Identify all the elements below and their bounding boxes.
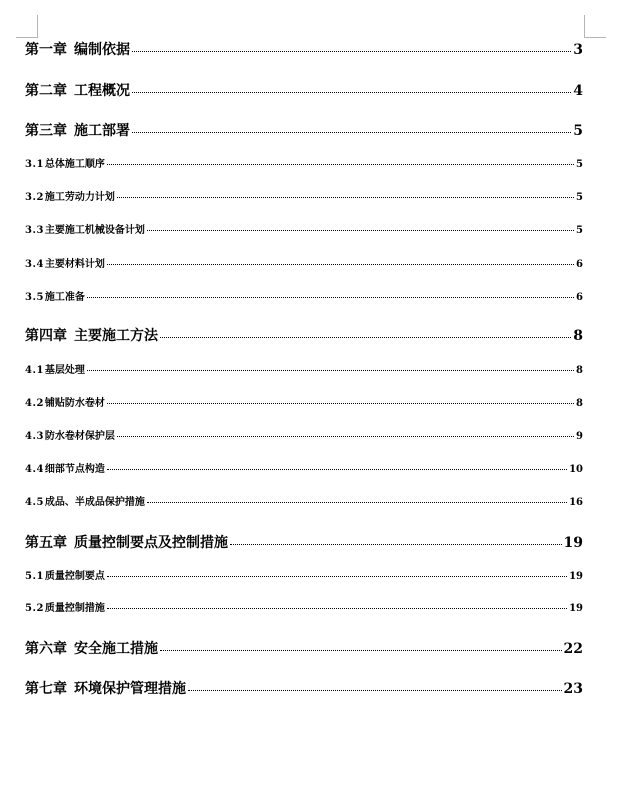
toc-entry-title: 基层处理 <box>44 365 85 376</box>
toc-entry-number: 第七章 <box>25 681 67 697</box>
dot-leader <box>87 370 574 371</box>
toc-entry-label <box>25 599 105 614</box>
toc-entry-page: 6 <box>576 292 583 303</box>
toc-entry-label <box>25 80 130 100</box>
toc-entry-title: 质量控制要点及控制措施 <box>74 535 228 551</box>
toc-section-3-1[interactable] <box>25 155 583 170</box>
toc-section-4-5[interactable] <box>25 493 583 508</box>
toc-entry-page: 8 <box>576 398 583 409</box>
toc-entry-title: 主要施工机械设备计划 <box>44 225 145 236</box>
toc-entry-number: 3.2 <box>25 192 44 203</box>
toc-entry-title: 质量控制要点 <box>44 571 105 582</box>
dot-leader <box>132 132 571 133</box>
toc-entry-number: 4.4 <box>25 464 44 475</box>
toc-entry-page: 19 <box>569 603 583 614</box>
toc-entry-number: 第三章 <box>25 123 67 139</box>
toc-entry-page: 6 <box>576 259 583 270</box>
toc-entry-number: 第二章 <box>25 83 67 99</box>
toc-entry-label <box>25 460 105 475</box>
toc-entry-label <box>25 288 85 303</box>
toc-entry-label <box>25 120 130 140</box>
dot-leader <box>107 608 567 609</box>
toc-entry-title: 质量控制措施 <box>44 603 105 614</box>
toc-entry-page: 5 <box>576 159 583 170</box>
toc-entry-page: 3 <box>573 42 583 58</box>
dot-leader <box>230 544 562 545</box>
dot-leader <box>107 164 574 165</box>
toc-entry-number: 第六章 <box>25 641 67 657</box>
dot-leader <box>107 576 567 577</box>
toc-entry-title: 安全施工措施 <box>74 641 158 657</box>
toc-entry-label <box>25 325 158 345</box>
dot-leader <box>160 650 562 651</box>
toc-section-5-1[interactable] <box>25 567 583 582</box>
toc-chapter-4[interactable] <box>25 325 583 345</box>
dot-leader <box>107 403 574 404</box>
dot-leader <box>107 264 574 265</box>
dot-leader <box>147 502 567 503</box>
toc-entry-number: 第一章 <box>25 42 67 58</box>
crop-mark-top-left-h <box>16 37 38 38</box>
toc-entry-number: 3.5 <box>25 292 44 303</box>
toc-section-4-1[interactable] <box>25 361 583 376</box>
toc-section-3-2[interactable] <box>25 188 583 203</box>
toc-entry-number: 4.1 <box>25 365 44 376</box>
toc-entry-number: 第五章 <box>25 535 67 551</box>
dot-leader <box>132 51 571 52</box>
toc-entry-label <box>25 361 85 376</box>
dot-leader <box>107 469 567 470</box>
toc-entry-title: 施工劳动力计划 <box>44 192 115 203</box>
toc-entry-title: 主要施工方法 <box>74 328 158 344</box>
toc-entry-number: 4.2 <box>25 398 44 409</box>
toc-entry-page: 8 <box>573 328 583 344</box>
toc-entry-page: 5 <box>576 225 583 236</box>
toc-entry-title: 施工部署 <box>74 123 130 139</box>
toc-entry-number: 5.2 <box>25 603 44 614</box>
toc-chapter-5[interactable] <box>25 532 583 552</box>
toc-entry-title: 铺贴防水卷材 <box>44 398 105 409</box>
toc-entry-label <box>25 221 145 236</box>
toc-entry-title: 施工准备 <box>44 292 85 303</box>
toc-entry-title: 防水卷材保护层 <box>44 431 115 442</box>
toc-entry-title: 环境保护管理措施 <box>74 681 186 697</box>
toc-entry-page: 19 <box>569 571 583 582</box>
toc-chapter-7[interactable] <box>25 678 583 698</box>
dot-leader <box>188 690 562 691</box>
toc-section-4-3[interactable] <box>25 427 583 442</box>
toc-entry-label <box>25 427 115 442</box>
toc-entry-page: 22 <box>563 641 583 657</box>
dot-leader <box>117 436 574 437</box>
toc-entry-label <box>25 255 105 270</box>
toc-section-5-2[interactable] <box>25 599 583 614</box>
toc-entry-label <box>25 567 105 582</box>
toc-entry-title: 成品、半成品保护措施 <box>44 497 145 508</box>
crop-mark-top-right-v <box>584 15 585 37</box>
crop-mark-top-left-v <box>37 15 38 37</box>
toc-entry-title: 编制依据 <box>74 42 130 58</box>
toc-entry-label <box>25 532 228 552</box>
toc-entry-page: 4 <box>573 83 583 99</box>
toc-entry-page: 9 <box>576 431 583 442</box>
toc-entry-page: 5 <box>573 123 583 139</box>
toc-chapter-6[interactable] <box>25 638 583 658</box>
toc-section-3-5[interactable] <box>25 288 583 303</box>
toc-section-4-4[interactable] <box>25 460 583 475</box>
crop-mark-top-right-h <box>584 37 606 38</box>
toc-entry-label <box>25 188 115 203</box>
toc-entry-label <box>25 155 105 170</box>
toc-entry-title: 总体施工顺序 <box>44 159 105 170</box>
toc-entry-page: 5 <box>576 192 583 203</box>
toc-entry-label <box>25 39 130 59</box>
toc-entry-title: 细部节点构造 <box>44 464 105 475</box>
toc-entry-number: 4.3 <box>25 431 44 442</box>
toc-chapter-2[interactable] <box>25 80 583 100</box>
dot-leader <box>132 92 571 93</box>
toc-entry-title: 主要材料计划 <box>44 259 105 270</box>
dot-leader <box>147 230 574 231</box>
toc-entry-page: 10 <box>569 464 583 475</box>
toc-section-4-2[interactable] <box>25 394 583 409</box>
toc-entry-number: 3.4 <box>25 259 44 270</box>
toc-entry-label <box>25 678 186 698</box>
toc-entry-number: 4.5 <box>25 497 44 508</box>
dot-leader <box>160 337 571 338</box>
toc-chapter-1[interactable] <box>25 39 583 59</box>
toc-entry-label <box>25 638 158 658</box>
toc-entry-title: 工程概况 <box>74 83 130 99</box>
toc-entry-number: 3.3 <box>25 225 44 236</box>
toc-entry-label <box>25 493 145 508</box>
toc-entry-number: 第四章 <box>25 328 67 344</box>
toc-entry-page: 16 <box>569 497 583 508</box>
toc-entry-number: 5.1 <box>25 571 44 582</box>
toc-entry-page: 8 <box>576 365 583 376</box>
toc-entry-page: 23 <box>563 681 583 697</box>
dot-leader <box>87 297 574 298</box>
dot-leader <box>117 197 574 198</box>
toc-entry-page: 19 <box>563 535 583 551</box>
toc-section-3-3[interactable] <box>25 221 583 236</box>
toc-entry-number: 3.1 <box>25 159 44 170</box>
toc-section-3-4[interactable] <box>25 255 583 270</box>
toc-entry-label <box>25 394 105 409</box>
toc-chapter-3[interactable] <box>25 120 583 140</box>
